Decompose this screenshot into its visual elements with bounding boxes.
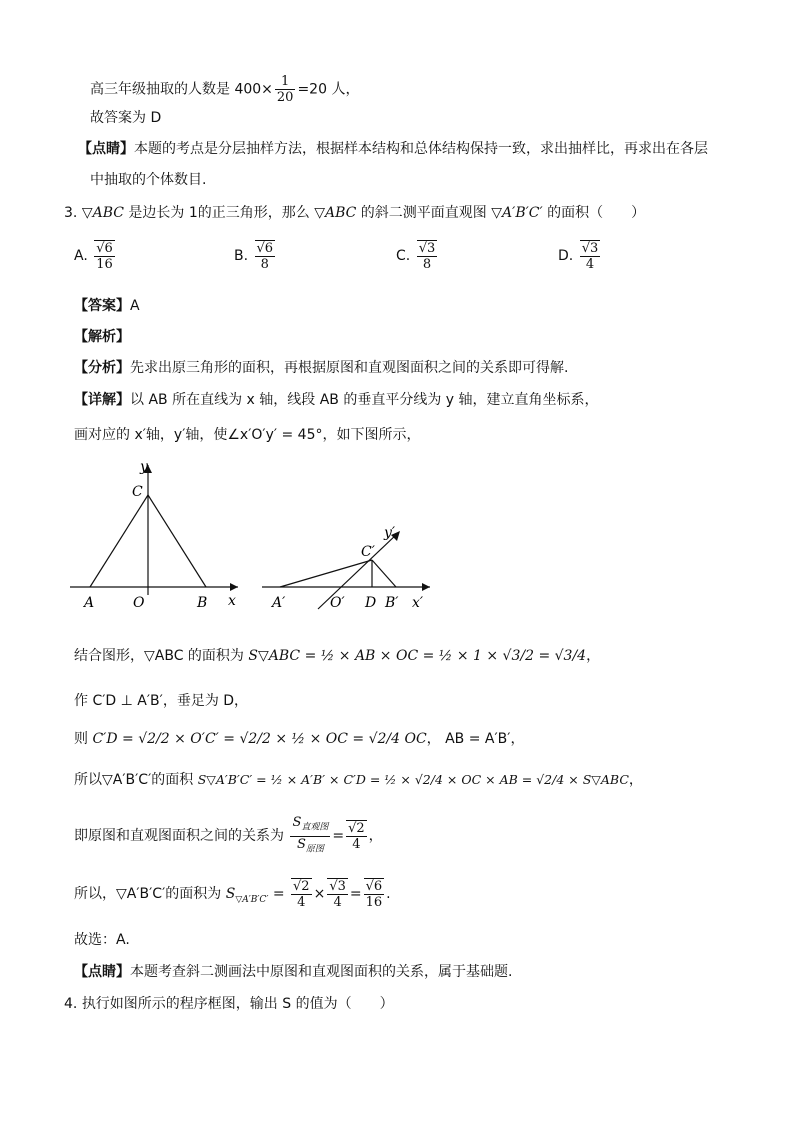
option-a: A. $\frac{√6}{16}$ [74, 241, 113, 272]
oblique-projection-figure [60, 455, 440, 615]
intro-line-2: 故答案为 D [90, 110, 162, 126]
stem-text: 执行如图所示的程序框图，输出 S 的值为（ ） [81, 996, 394, 1012]
cd-expression: C′D = √2/2 × O′C′ = √2/2 × ½ × OC = √2/4 OC [92, 731, 427, 747]
label-c-prime: C′ [361, 544, 375, 560]
detail-line [74, 390, 599, 410]
question-number: 4. [64, 996, 78, 1012]
option-c: C. $\frac{√3}{8}$ [396, 241, 436, 272]
label-a: A [84, 595, 95, 611]
conclusion: 故选：A. [74, 932, 130, 948]
label-y: y [140, 459, 148, 475]
original-triangle-figure [70, 459, 238, 611]
option-d: D. $\frac{√3}{4}$ [558, 241, 599, 272]
question-3-stem [64, 203, 645, 223]
derivation-line-5: 即原图和直观图面积之间的关系为 $\frac{S_{直观图}}{S_{原图}}$ = $\frac{√2}{4}$ ， [74, 815, 383, 857]
label-o: O [133, 595, 145, 611]
intro-line1-pre: 高三年级抽取的人数是 400× [90, 81, 273, 98]
question-number: 3. [64, 205, 78, 221]
final-comment [74, 962, 512, 982]
derivation-line-6: 所以，▽A′B′C′的面积为 $S_{▽A'B'C'}$ = $\frac{√2}{4}$ × $\frac{√3}{4}$ = $\frac{√6}{16}$ . [74, 879, 391, 910]
comment-text: 本题考查斜二测画法中原图和直观图面积的关系，属于基础题. [130, 964, 513, 980]
triangle-prime: ▽A′B′C′ [491, 205, 543, 221]
derivation-line-3: 则 C′D = √2/2 × O′C′ = √2/2 × ½ × OC = √2/4 OC， AB = A′B′， [74, 731, 525, 747]
intro-line-1 [90, 74, 359, 105]
comment-label: 【点睛】 [78, 141, 134, 157]
option-b: B. $\frac{√6}{8}$ [234, 241, 274, 272]
label-a-prime: A′ [272, 595, 286, 611]
x-axis-arrow-icon [230, 583, 238, 591]
derivation-line-4: 所以▽A′B′C′的面积 S▽A′B′C′ = ½ × A′B′ × C′D = ½ × √2/4 × OC × AB = √2/4 × S▽ABC， [74, 772, 643, 788]
label-x: x [228, 593, 236, 609]
intro-comment-line-1 [78, 139, 708, 159]
edge-ac [90, 495, 148, 587]
analysis-label: 【解析】 [74, 329, 130, 345]
stem-text: 是边长为 1的正三角形，那么 [123, 205, 315, 221]
area-prime-expression: S▽A′B′C′ = ½ × A′B′ × C′D = ½ × √2/4 × OC × AB = √2/4 × S▽ABC [197, 772, 629, 787]
edge-c-b-prime [372, 560, 396, 587]
fenxi-text: 先求出原三角形的面积，再根据原图和直观图面积之间的关系即可得解. [130, 360, 569, 376]
derivation-line-2: 作 C′D ⊥ A′B′，垂足为 D， [74, 693, 249, 709]
triangle-abc: ▽ABC [81, 205, 124, 221]
edge-cb [148, 495, 206, 587]
area-expression: S▽ABC = ½ × AB × OC = ½ × 1 × √3/2 = √3/4 [248, 648, 587, 664]
ratio-fraction: $\frac{S_{直观图}}{S_{原图}}$ [292, 815, 329, 855]
intro-line1-post: =20 人， [297, 81, 360, 98]
label-x-prime: x′ [412, 595, 424, 611]
triangle-abc: ▽ABC [314, 205, 357, 221]
edge-a-c-prime [280, 560, 372, 587]
detail-text: 以 AB 所在直线为 x 轴，线段 AB 的垂直平分线为 y 轴，建立直角坐标系， [130, 392, 599, 408]
x-prime-axis-arrow-icon [422, 583, 430, 591]
answer-label: 【答案】 [74, 298, 130, 314]
detail-label: 【详解】 [74, 392, 130, 408]
comment-label: 【点睛】 [74, 964, 130, 980]
fraction: $\frac{1}{20}$ [276, 74, 294, 105]
question-4-stem [64, 994, 394, 1014]
label-o-prime: O′ [330, 595, 345, 611]
derivation-line-1: 结合图形，▽ABC 的面积为 S▽ABC = ½ × AB × OC = ½ × 1 × √3/2 = √3/4， [74, 648, 601, 664]
detail-line-2: 画对应的 x′轴，y′轴，使∠x′O′y′ = 45°，如下图所示， [74, 427, 421, 443]
label-y-prime: y′ [384, 525, 396, 541]
stem-text: 的斜二测平面直观图 [356, 205, 492, 221]
label-c: C [132, 484, 143, 500]
stem-text: 的面积（ ） [542, 205, 646, 221]
answer-line [74, 296, 140, 316]
comment-text: 本题的考点是分层抽样方法，根据样本结构和总体结构保持一致，求出抽样比，再求出在各层 [134, 141, 708, 157]
intro-comment-line-2: 中抽取的个体数目. [90, 172, 207, 188]
label-b-prime: B′ [385, 595, 399, 611]
fenxi-label: 【分析】 [74, 360, 130, 376]
label-d: D [365, 595, 377, 611]
label-b: B [197, 595, 208, 611]
answer-value: A [130, 298, 140, 314]
fenxi-line [74, 358, 568, 378]
oblique-triangle-figure [262, 525, 430, 611]
